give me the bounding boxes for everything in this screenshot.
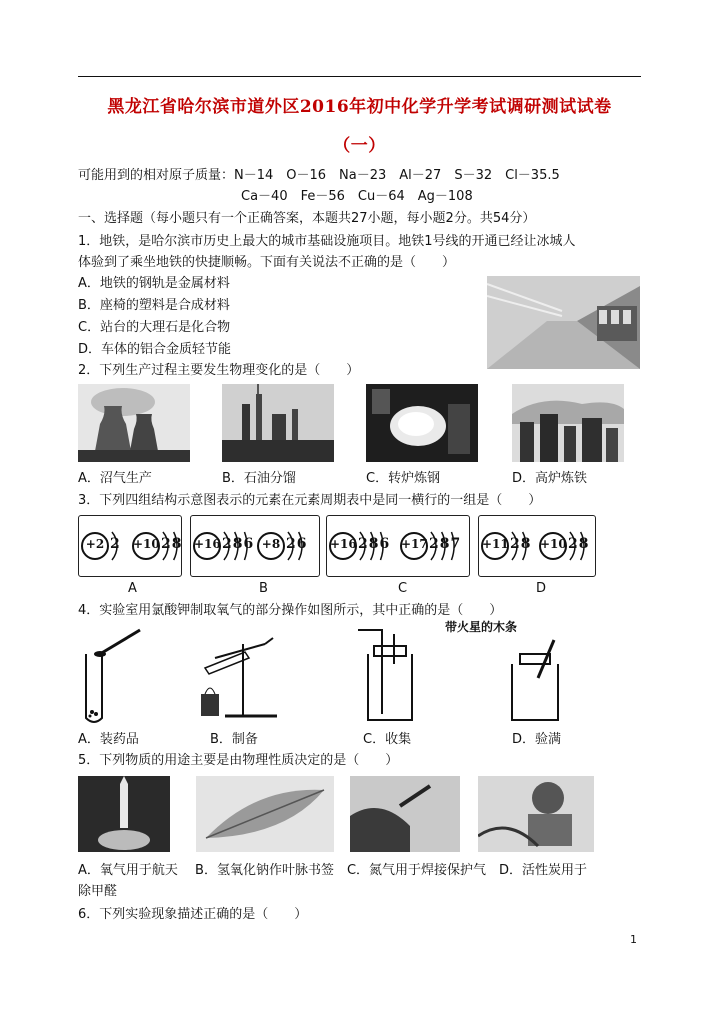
header-rule — [78, 76, 641, 77]
page-number: 1 — [630, 933, 637, 946]
atom-group-label: C — [398, 581, 408, 596]
q5-options-line1: A．氧气用于航天 B．氢氧化钠作叶脉书签 C．氮气用于焊接保护气 D．活性炭用于 — [78, 863, 588, 878]
q2-option-b: B．石油分馏 — [222, 471, 296, 486]
q4-option-c: C．收集 — [363, 732, 412, 747]
q1-option-c: C．站台的大理石是化合物 — [78, 320, 231, 335]
atomic-mass-line1: 可能用到的相对原子质量：N－14 O－16 Na－23 Al－27 S－32 Cl－35.5 — [78, 168, 560, 183]
electron-counts: 28 — [161, 536, 183, 552]
q4-option-d: D．验满 — [512, 732, 562, 747]
atom-diagram-group-b — [190, 515, 320, 577]
atom-diagram-group-c — [326, 515, 470, 577]
atom-structure — [255, 516, 319, 576]
q3-stem: 3．下列四组结构示意图表示的元素在元素周期表中是同一横行的一组是（ ） — [78, 493, 542, 508]
heating-setup-apparatus — [185, 624, 285, 724]
atom-structure — [327, 516, 398, 576]
electron-counts: 287 — [429, 536, 462, 552]
welding-image — [350, 776, 460, 852]
atom-diagram-group-d — [478, 515, 596, 577]
q1-stem-line1: 1．地铁，是哈尔滨市历史上最大的城市基础设施项目。地铁1号线的开通已经让冰城人 — [78, 234, 576, 249]
oxygen-test-bottle — [500, 638, 570, 724]
gas-collection-bottle — [352, 624, 422, 724]
q4-option-b: B．制备 — [210, 732, 258, 747]
nucleus-charge: +11 — [482, 537, 509, 551]
oil-refinery-image — [222, 384, 334, 462]
electron-counts: 28 — [568, 536, 590, 552]
nucleus-charge: +10 — [540, 537, 567, 551]
converter-steelmaking-image — [366, 384, 478, 462]
section-heading: 一、选择题（每小题只有一个正确答案，本题共27小题，每小题2分。共54分） — [78, 211, 536, 226]
exam-title: 黑龙江省哈尔滨市道外区2016年初中化学升学考试调研测试试卷 — [107, 97, 612, 117]
q4-stem: 4．实验室用氯酸钾制取氧气的部分操作如图所示，其中正确的是（ ） — [78, 603, 503, 618]
atom-diagram-group-a — [78, 515, 182, 577]
electron-counts: 28 — [510, 536, 532, 552]
electron-counts: 26 — [286, 536, 308, 552]
atom-group-label: B — [259, 581, 268, 596]
atom-structure — [398, 516, 469, 576]
q1-stem-line2: 体验到了乘坐地铁的快捷顺畅。下面有关说法不正确的是（ ） — [78, 255, 456, 270]
q6-stem: 6．下列实验现象描述正确的是（ ） — [78, 907, 308, 922]
atom-structure — [79, 516, 130, 576]
nucleus-charge: +16 — [330, 537, 357, 551]
exam-title-sub: （一） — [333, 136, 386, 156]
q4-image-caption: 带火星的木条 — [445, 620, 518, 634]
blast-furnace-image — [512, 384, 624, 462]
nucleus-charge: +16 — [194, 537, 221, 551]
q2-option-a: A．沼气生产 — [78, 471, 152, 486]
q1-option-b: B．座椅的塑料是合成材料 — [78, 298, 230, 313]
nucleus-charge: +8 — [261, 537, 281, 551]
q5-stem: 5．下列物质的用途主要是由物理性质决定的是（ ） — [78, 753, 399, 768]
electron-counts: 286 — [358, 536, 391, 552]
atom-structure — [130, 516, 181, 576]
atom-group-label: A — [128, 581, 137, 596]
atom-group-label: D — [536, 581, 547, 596]
nucleus-charge: +2 — [85, 537, 105, 551]
atom-structure — [191, 516, 255, 576]
q2-option-c: C．转炉炼钢 — [366, 471, 441, 486]
atom-structure — [479, 516, 537, 576]
atom-structure — [537, 516, 595, 576]
leaf-vein-bookmark-image — [196, 776, 334, 852]
electron-counts: 2 — [110, 536, 121, 552]
atomic-mass-line2: Ca－40 Fe－56 Cu－64 Ag－108 — [241, 189, 473, 204]
electron-counts: 286 — [222, 536, 255, 552]
subway-station-photo — [487, 276, 640, 369]
activated-carbon-image — [478, 776, 594, 852]
q1-option-d: D．车体的铝合金质轻节能 — [78, 342, 232, 357]
biogas-plant-image — [78, 384, 190, 462]
nucleus-charge: +17 — [401, 537, 428, 551]
q2-stem: 2．下列生产过程主要发生物理变化的是（ ） — [78, 363, 360, 378]
q2-option-d: D．高炉炼铁 — [512, 471, 588, 486]
q1-option-a: A．地铁的钢轨是金属材料 — [78, 276, 230, 291]
rocket-launch-image — [78, 776, 170, 852]
q4-option-a: A．装药品 — [78, 732, 139, 747]
load-reagent-apparatus — [78, 624, 168, 724]
q5-options-line2: 除甲醛 — [78, 884, 118, 899]
nucleus-charge: +10 — [133, 537, 160, 551]
